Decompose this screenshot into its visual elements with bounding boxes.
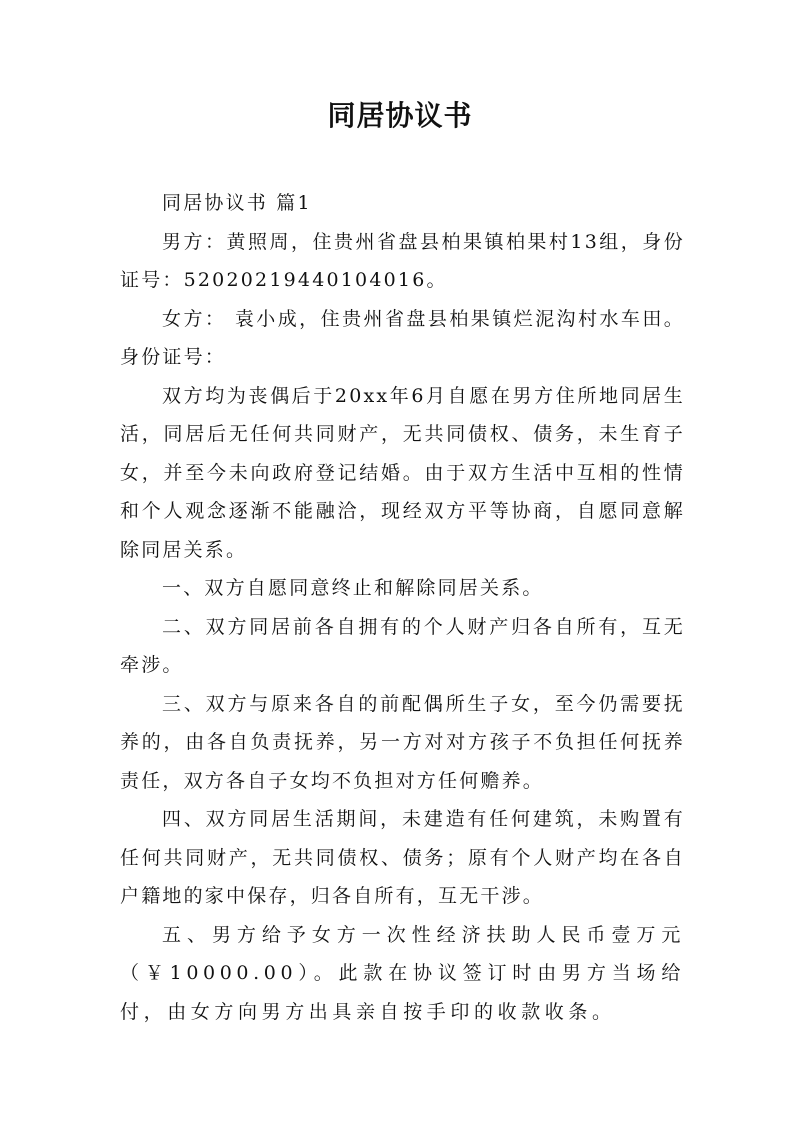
male-party-paragraph: 男方：黄照周，住贵州省盘县柏果镇柏果村13组，身份证号：52020219440104016。 (120, 230, 685, 291)
document-title: 同居协议书 (327, 99, 473, 132)
background-paragraph: 双方均为丧偶后于20xx年6月自愿在男方住所地同居生活，同居后无任何共同财产，无共同债权、债务，未生育子女，并至今未向政府登记结婚。由于双方生活中互相的性情和个人观念逐渐不能融洽，现经双方平等协商，自愿同意解除同居关系。 (120, 384, 685, 561)
clause-2: 二、双方同居前各自拥有的个人财产归各自所有，互无牵涉。 (120, 615, 685, 676)
female-party-paragraph: 女方： 袁小成，住贵州省盘县柏果镇烂泥沟村水车田。身份证号： (120, 307, 685, 368)
document-body (120, 184, 685, 1031)
clause-1: 一、双方自愿同意终止和解除同居关系。 (162, 577, 544, 599)
clause-5: 五、男方给予女方一次性经济扶助人民币壹万元（￥10000.00）。此款在协议签订时由男方当场给付，由女方向男方出具亲自按手印的收款收条。 (120, 923, 685, 1023)
clause-3: 三、双方与原来各自的前配偶所生子女，至今仍需要抚养的，由各自负责抚养，另一方对对方孩子不负担任何抚养责任，双方各自子女均不负担对方任何赡养。 (120, 692, 685, 792)
section-heading: 同居协议书 篇1 (162, 192, 312, 214)
clause-4: 四、双方同居生活期间，未建造有任何建筑，未购置有任何共同财产，无共同债权、债务；原有个人财产均在各自户籍地的家中保存，归各自所有，互无干涉。 (120, 808, 685, 907)
